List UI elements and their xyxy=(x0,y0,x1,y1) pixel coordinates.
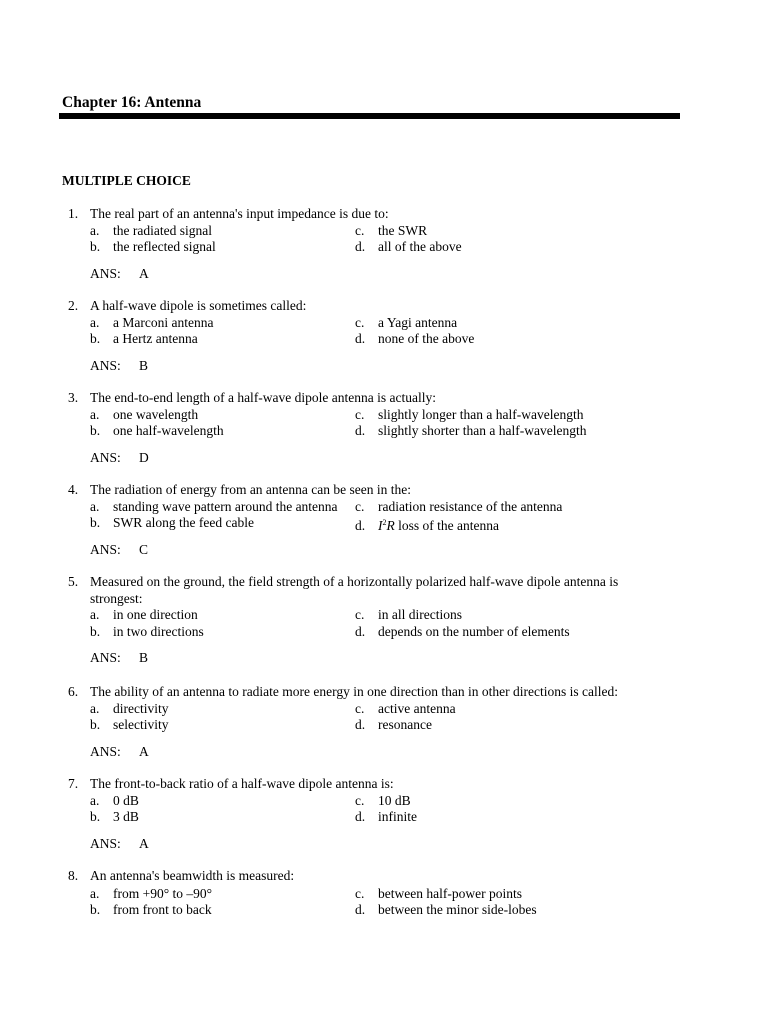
option-b: b. selectivity xyxy=(90,717,169,732)
question-3 xyxy=(0,390,768,466)
option-c: c. between half-power points xyxy=(355,885,522,901)
question-number: 6. xyxy=(68,684,79,699)
option-c: c. the SWR xyxy=(355,222,428,238)
option-d: d. depends on the number of elements xyxy=(355,623,570,639)
answer-line: ANS: B xyxy=(90,650,149,665)
option-b: b. SWR along the feed cable xyxy=(90,515,254,530)
question-6 xyxy=(0,684,768,760)
answer-line: ANS: A xyxy=(90,265,149,281)
question-text: An antenna's beamwidth is measured: xyxy=(90,868,295,883)
option-a: a. one wavelength xyxy=(90,406,199,422)
answer-value: A xyxy=(139,265,149,281)
answer-value: B xyxy=(139,650,149,665)
option-b: b. the reflected signal xyxy=(90,239,216,254)
answer-value: A xyxy=(139,835,149,851)
question-1 xyxy=(0,206,768,282)
option-a: a. directivity xyxy=(90,700,169,716)
answer-value: B xyxy=(139,357,149,373)
option-c: c. slightly longer than a half-wavelength xyxy=(355,406,584,422)
option-a: a. in one direction xyxy=(90,607,198,622)
option-a: a. standing wave pattern around the antenna xyxy=(90,498,338,514)
question-number: 1. xyxy=(68,206,79,221)
answer-line: ANS: A xyxy=(90,835,149,851)
title-rule xyxy=(59,113,680,119)
answer-value: D xyxy=(139,449,149,465)
question-text: The front-to-back ratio of a half-wave dipole antenna is: xyxy=(90,776,394,791)
option-c: c. 10 dB xyxy=(355,792,411,808)
option-a: a. a Marconi antenna xyxy=(90,314,214,330)
question-2 xyxy=(0,298,768,374)
option-a: a. from +90° to –90° xyxy=(90,885,213,901)
option-a: a. the radiated signal xyxy=(90,222,212,238)
answer-line: ANS: D xyxy=(90,449,149,465)
answer-value: A xyxy=(139,743,149,759)
option-d: d. slightly shorter than a half-wavelength xyxy=(355,423,587,438)
option-d: d. all of the above xyxy=(355,239,462,254)
option-b: b. one half-wavelength xyxy=(90,423,224,438)
question-text: The radiation of energy from an antenna can be seen in the: xyxy=(90,482,411,497)
option-d: d. none of the above xyxy=(355,331,475,346)
section-heading: MULTIPLE CHOICE xyxy=(62,173,191,188)
answer-line: ANS: C xyxy=(90,541,149,557)
question-8 xyxy=(0,868,768,919)
question-number: 7. xyxy=(68,776,79,791)
option-c: c. radiation resistance of the antenna xyxy=(355,498,563,514)
option-d: d. between the minor side-lobes xyxy=(355,902,537,917)
option-c: c. active antenna xyxy=(355,700,456,716)
option-b: b. in two directions xyxy=(90,623,204,639)
question-number: 2. xyxy=(68,298,79,313)
question-text: The end-to-end length of a half-wave dipole antenna is actually: xyxy=(90,390,436,405)
option-c: c. a Yagi antenna xyxy=(355,314,458,330)
option-b: b. from front to back xyxy=(90,902,212,917)
question-7 xyxy=(0,776,768,852)
question-text: The real part of an antenna's input impedance is due to: xyxy=(90,206,389,221)
answer-line: ANS: B xyxy=(90,357,149,373)
option-c: c. in all directions xyxy=(355,607,462,622)
question-4 xyxy=(0,482,768,558)
option-d: d. infinite xyxy=(355,809,417,824)
option-d: d. $I^2R$ loss of the antenna xyxy=(355,518,499,533)
answer-value: C xyxy=(139,541,149,557)
question-text: The ability of an antenna to radiate more energy in one direction than in other directions is called: xyxy=(90,684,618,699)
option-b: b. 3 dB xyxy=(90,809,139,824)
question-number: 4. xyxy=(68,482,79,497)
option-d: d. resonance xyxy=(355,717,432,732)
question-text: Measured on the ground, the field strength of a horizontally polarized half-wave dipole antenna is strongest: xyxy=(90,574,619,606)
option-a: a. 0 dB xyxy=(90,792,139,808)
question-5 xyxy=(0,574,768,667)
answer-line: ANS: A xyxy=(90,743,149,759)
question-text: A half-wave dipole is sometimes called: xyxy=(90,298,307,313)
question-number: 8. xyxy=(68,868,79,883)
option-b: b. a Hertz antenna xyxy=(90,331,198,346)
chapter-title: Chapter 16: Antenna xyxy=(62,94,202,111)
question-number: 5. xyxy=(68,574,79,589)
question-number: 3. xyxy=(68,390,79,405)
